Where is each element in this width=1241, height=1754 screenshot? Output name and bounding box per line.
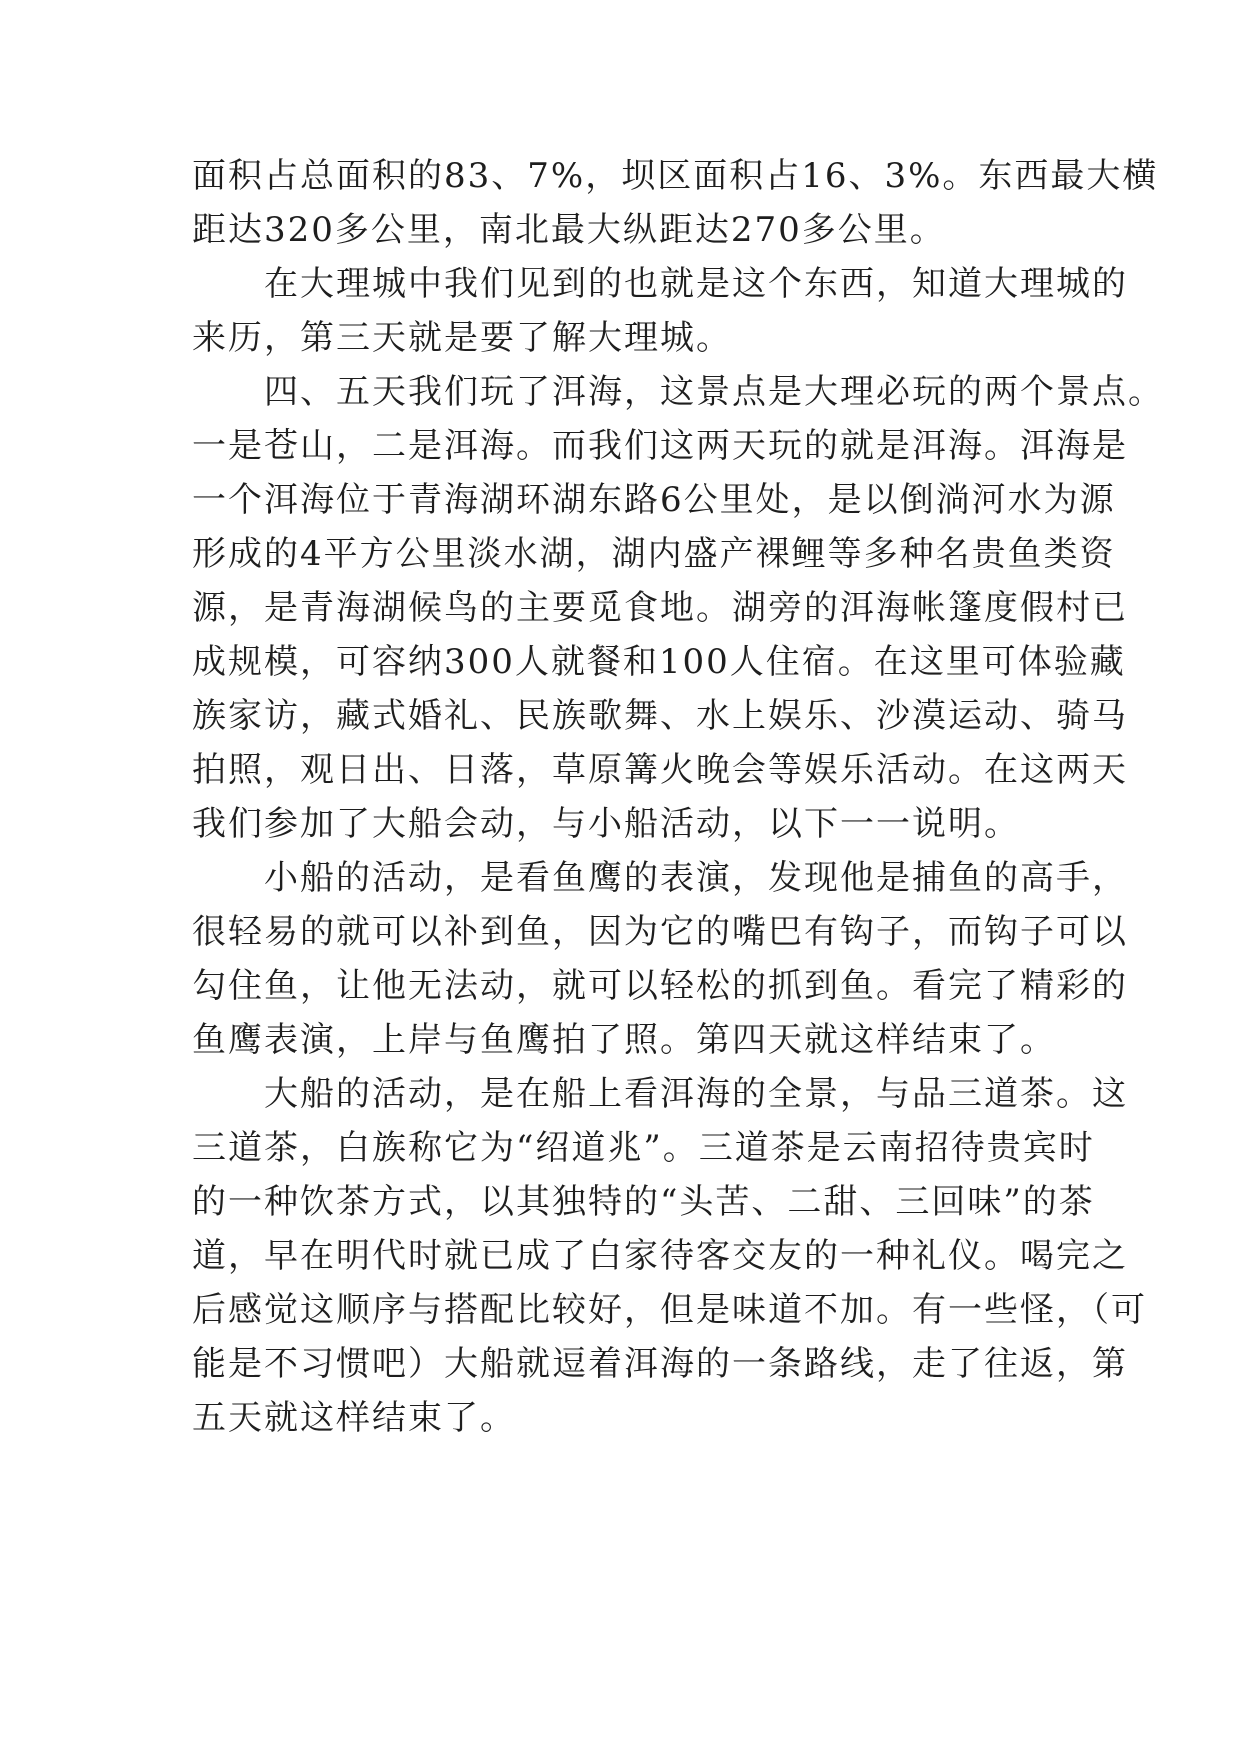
text-line: 三道茶，白族称它为“绍道兆”。三道茶是云南招待贵宾时 bbox=[192, 1128, 1095, 1168]
body-text bbox=[192, 149, 1164, 1445]
text-line: 鱼鹰表演，上岸与鱼鹰拍了照。第四天就这样结束了。 bbox=[192, 1020, 1056, 1060]
text-line: 源，是青海湖候鸟的主要觅食地。湖旁的洱海帐篷度假村已 bbox=[192, 588, 1128, 628]
text-line: 族家访，藏式婚礼、民族歌舞、水上娱乐、沙漠运动、骑马 bbox=[192, 696, 1128, 736]
text-line: 一个洱海位于青海湖环湖东路6公里处，是以倒淌河水为源 bbox=[192, 480, 1116, 520]
text-line: 面积占总面积的83、7%，坝区面积占16、3%。东西最大横 bbox=[192, 156, 1159, 196]
text-line: 拍照，观日出、日落，草原篝火晚会等娱乐活动。在这两天 bbox=[192, 750, 1128, 790]
paragraph-first-line: 大船的活动，是在船上看洱海的全景，与品三道茶。这 bbox=[264, 1074, 1128, 1114]
text-line: 道，早在明代时就已成了白家待客交友的一种礼仪。喝完之 bbox=[192, 1236, 1128, 1276]
text-line: 勾住鱼，让他无法动，就可以轻松的抓到鱼。看完了精彩的 bbox=[192, 966, 1128, 1006]
text-line: 形成的4平方公里淡水湖，湖内盛产裸鲤等多种名贵鱼类资 bbox=[192, 534, 1116, 574]
text-line: 的一种饮茶方式，以其独特的“头苦、二甜、三回味”的茶 bbox=[192, 1182, 1095, 1222]
text-line: 很轻易的就可以补到鱼，因为它的嘴巴有钩子，而钩子可以 bbox=[192, 912, 1128, 952]
text-line: 能是不习惯吧）大船就逗着洱海的一条路线，走了往返，第 bbox=[192, 1344, 1128, 1384]
paragraph-first-line: 四、五天我们玩了洱海，这景点是大理必玩的两个景点。 bbox=[264, 372, 1164, 412]
text-line: 我们参加了大船会动，与小船活动，以下一一说明。 bbox=[192, 804, 1020, 844]
text-line: 来历，第三天就是要了解大理城。 bbox=[192, 318, 732, 358]
paragraph-first-line: 在大理城中我们见到的也就是这个东西，知道大理城的 bbox=[264, 264, 1128, 304]
text-line: 一是苍山，二是洱海。而我们这两天玩的就是洱海。洱海是 bbox=[192, 426, 1128, 466]
paragraph-first-line: 小船的活动，是看鱼鹰的表演，发现他是捕鱼的高手， bbox=[264, 858, 1128, 898]
text-line: 五天就这样结束了。 bbox=[192, 1398, 516, 1438]
text-line: 成规模，可容纳300人就餐和100人住宿。在这里可体验藏 bbox=[192, 642, 1126, 682]
text-line: 距达320多公里，南北最大纵距达270多公里。 bbox=[192, 210, 946, 250]
text-line: 后感觉这顺序与搭配比较好，但是味道不加。有一些怪，（可 bbox=[192, 1290, 1147, 1330]
